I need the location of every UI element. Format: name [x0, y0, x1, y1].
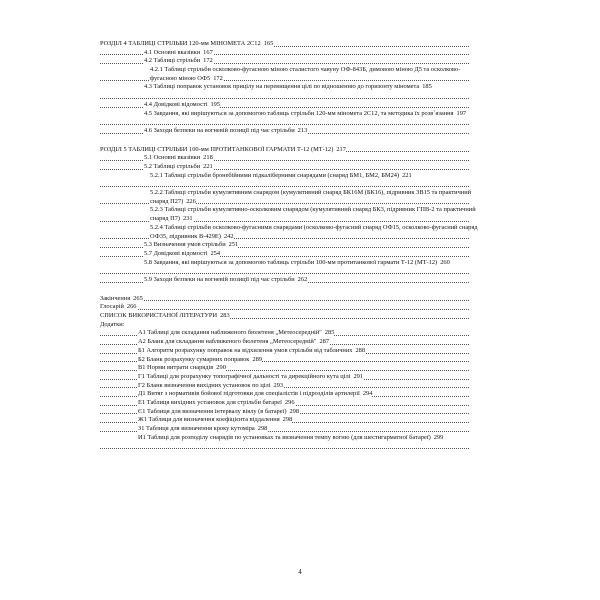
- dot-leader: [100, 124, 469, 125]
- toc-entry[interactable]: [100, 127, 485, 136]
- toc-entry[interactable]: [100, 399, 485, 408]
- page-number: 4: [298, 568, 302, 576]
- toc-entry-page: [126, 321, 127, 328]
- toc-entry[interactable]: [100, 382, 485, 391]
- toc-entry-title: А1 Таблиці для складання наближеного бюлетеня „Метеосередній": [138, 329, 322, 337]
- toc-entry-title: 5.8 Завдання, які вирішуються за допомогою таблиць стрільби 100-мм протитанкової гармати Т-12 (МТ-12): [144, 258, 438, 266]
- toc-entry[interactable]: [100, 303, 485, 312]
- toc-entry-title: И1 Таблиці для розподілу снарядів по установках та визначення темпу вогню (для шестигарматної батареї): [138, 433, 431, 441]
- toc-entry[interactable]: [100, 83, 485, 100]
- toc-entry-title: Додатки:: [100, 320, 125, 328]
- toc-entry-title: Ж1 Таблиця для визначення коефіцієнта віддалення: [138, 416, 280, 424]
- toc-entry[interactable]: [100, 224, 485, 241]
- toc-entry-page: 167: [203, 48, 213, 56]
- toc-entry-page: 185: [422, 83, 432, 91]
- section-gap: [100, 285, 485, 295]
- toc-entry[interactable]: [100, 364, 485, 373]
- toc-entry-page: 293: [273, 381, 284, 389]
- toc-entry[interactable]: [100, 329, 485, 338]
- section-gap: [100, 136, 485, 146]
- toc-entry[interactable]: [100, 163, 485, 172]
- dot-leader: [100, 448, 469, 449]
- dot-leader: [100, 300, 469, 301]
- toc-entry[interactable]: [100, 110, 485, 127]
- toc-entry[interactable]: [100, 66, 485, 83]
- toc-entry[interactable]: [100, 390, 485, 399]
- toc-entry-title: 5.2 Таблиці стрільби: [144, 162, 201, 170]
- toc-entry-page: 172: [203, 57, 213, 65]
- toc-entry[interactable]: [100, 241, 485, 250]
- toc-entry-title: А2 Бланк для складання наближеного бюлетеня „Метеосередній": [138, 338, 317, 346]
- toc-entry-title: 4.1 Основні вказівки: [144, 48, 201, 56]
- toc-entry[interactable]: [100, 40, 485, 49]
- toc-entry-title: Б1 Алгоритм розрахунку поправок на відхилення умов стрільби від табличних: [138, 346, 353, 354]
- toc-entry-title: 5.2.1 Таблиці стрільби бронебійними підкаліберними снарядами (снаряд БМ1, БМ2, БМ24): [150, 171, 400, 179]
- toc-entry[interactable]: [100, 146, 485, 155]
- toc-entry[interactable]: [100, 57, 485, 66]
- toc-entry[interactable]: [100, 408, 485, 417]
- toc-entry[interactable]: [100, 49, 485, 58]
- toc-entry-page: 298: [257, 425, 268, 432]
- toc-entry-page: 265: [133, 294, 143, 302]
- toc-entry-page: 291: [353, 372, 364, 380]
- toc-entry-title: 5.9 Заходи безпеки на вогневій позиції під час стрільби: [144, 276, 295, 283]
- toc-entry-page: 165: [263, 40, 274, 47]
- toc-entry-page: 254: [210, 249, 221, 257]
- toc-entry-title: 5.2.4 Таблиці стрільби осколково-фугасними снарядами (осколково-фугасний снаряд ОФ15, осколково-фугасний снаряд ОФ35, підривник В-429Е): [150, 223, 478, 240]
- toc-entry-page: 242: [223, 232, 234, 240]
- toc-entry-page: 231: [183, 215, 193, 223]
- toc-entry[interactable]: [100, 373, 485, 382]
- toc-entry[interactable]: [100, 172, 485, 189]
- toc-entry-page: 299: [433, 433, 444, 441]
- toc-entry-page: 217: [336, 145, 346, 153]
- toc-entry-page: 262: [297, 276, 308, 283]
- toc-entry[interactable]: [100, 347, 485, 356]
- toc-entry-title: 4.6 Заходи безпеки на вогневій позиції під час стрільби: [144, 126, 295, 134]
- toc-entry-page: 298: [282, 416, 293, 424]
- toc-entry-page: 298: [289, 407, 300, 415]
- toc-entry-title: Е1 Таблиця вихідних установок для стрільби батареї: [138, 398, 282, 406]
- toc-entry[interactable]: [100, 250, 485, 259]
- toc-entry-page: 218: [203, 154, 213, 162]
- toc-entry[interactable]: [100, 206, 485, 223]
- toc-entry-page: 260: [440, 258, 450, 266]
- toc-entry-page: 296: [284, 398, 295, 406]
- toc-entry[interactable]: [100, 295, 485, 304]
- toc-entry-page: 289: [252, 355, 262, 363]
- toc-entry-page: 213: [297, 126, 308, 134]
- toc-entry-title: 4.5 Завдання, які вирішуються за допомогою таблиць стрільби 120-мм міномета 2С12, та методика їх розв`язання: [144, 109, 454, 117]
- toc-entry-title: 4.3 Таблиці поправок установок прицілу на перевищення цілі по відношенню до горизонту міномета: [144, 83, 420, 91]
- toc-entry-title: 5.3 Визначення умов стрільби: [144, 241, 226, 249]
- toc-entry-title: З1 Таблиця для визначення кроку кутоміра: [138, 425, 255, 432]
- toc-entry-page: 172: [213, 74, 223, 82]
- toc-entry-title: Закінчення: [100, 294, 131, 302]
- toc-entry-page: 288: [355, 346, 366, 354]
- toc-entry-title: 4.4 Довідкові відомості: [144, 100, 208, 108]
- dot-leader: [100, 186, 469, 187]
- toc-entry-title: Д1 Витяг з нормативів бойової підготовки для спеціалістів і підрозділів артилерії: [138, 390, 360, 398]
- table-of-contents: [100, 40, 485, 451]
- toc-entry-title: 5.2.3 Таблиці стрільби кумулятивно-осколковим снарядом (кумулятивний снаряд БК3, підривник ГПВ-2 та практичний снаряд П7): [150, 206, 476, 223]
- toc-entry[interactable]: [100, 321, 485, 330]
- toc-entry-title: В1 Норми витрати снарядів: [138, 364, 214, 372]
- toc-entry-title: Глосарій: [100, 303, 124, 311]
- toc-entry[interactable]: [100, 425, 485, 434]
- toc-entry[interactable]: [100, 101, 485, 110]
- toc-entry-title: Г2 Бланк визначення вихідних установок по цілі: [138, 381, 271, 389]
- toc-entry-title: 5.1 Основні вказівки: [144, 154, 201, 162]
- toc-entry[interactable]: [100, 434, 485, 451]
- toc-entry-title: РОЗДІЛ 4 ТАБЛИЦІ СТРІЛЬБИ 120-мм МІНОМЕТА 2С12: [100, 40, 261, 47]
- toc-entry-title: 4.2 Таблиці стрільби: [144, 57, 201, 65]
- toc-entry-page: 290: [216, 364, 226, 372]
- toc-entry[interactable]: [100, 416, 485, 425]
- toc-entry-page: 285: [324, 329, 335, 337]
- dot-leader: [100, 98, 469, 99]
- toc-entry[interactable]: [100, 356, 485, 365]
- toc-entry-title: 5.2.2 Таблиці стрільби кумулятивним снарядом (кумулятивний снаряд БК16М (БК16), підривник ЗВ15 та практичний снаряд П27): [150, 189, 472, 205]
- toc-entry[interactable]: [100, 276, 485, 285]
- toc-entry-page: 226: [186, 197, 196, 205]
- toc-entry[interactable]: [100, 189, 485, 206]
- toc-entry[interactable]: [100, 154, 485, 163]
- toc-entry-page: 287: [319, 338, 330, 346]
- dot-leader: [100, 309, 469, 310]
- toc-entry-page: 266: [126, 303, 137, 311]
- toc-entry-page: 197: [456, 109, 467, 117]
- toc-entry-page: 283: [220, 312, 230, 320]
- toc-entry-title: СПИСОК ВИКОРИСТАНОЇ ЛІТЕРАТУРИ: [100, 312, 218, 320]
- toc-entry-title: Є1 Таблиця для визначення інтервалу віялу (в батареї): [138, 407, 287, 415]
- toc-entry-page: 195: [210, 100, 221, 108]
- toc-entry[interactable]: [100, 259, 485, 276]
- toc-entry-title: 5.7 Довідкові відомості: [144, 249, 208, 257]
- toc-entry-title: Б2 Бланк розрахунку сумарних поправок: [138, 355, 250, 363]
- toc-entry-title: РОЗДІЛ 5 ТАБЛИЦІ СТРІЛЬБИ 100-мм ПРОТИТАНКОВОЇ ГАРМАТИ Т-12 (МТ-12): [100, 145, 334, 153]
- toc-entry-page: 221: [402, 171, 412, 179]
- toc-entry[interactable]: [100, 312, 485, 321]
- toc-entry-title: Г1 Таблиці для розрахунку топографічної дальності та дирекційного кута цілі: [138, 372, 351, 380]
- dot-leader: [100, 273, 469, 274]
- toc-entry[interactable]: [100, 338, 485, 347]
- toc-entry-page: 294: [362, 390, 373, 398]
- toc-entry-page: 251: [228, 241, 239, 249]
- toc-entry-title: 4.2.1 Таблиці стрільби осколково-фугасною міною сталистого чавуну ОФ-843Б, димовою міною Д5 та осколково-фугасною міною ОФ5: [150, 66, 461, 82]
- toc-entry-page: 221: [203, 162, 213, 170]
